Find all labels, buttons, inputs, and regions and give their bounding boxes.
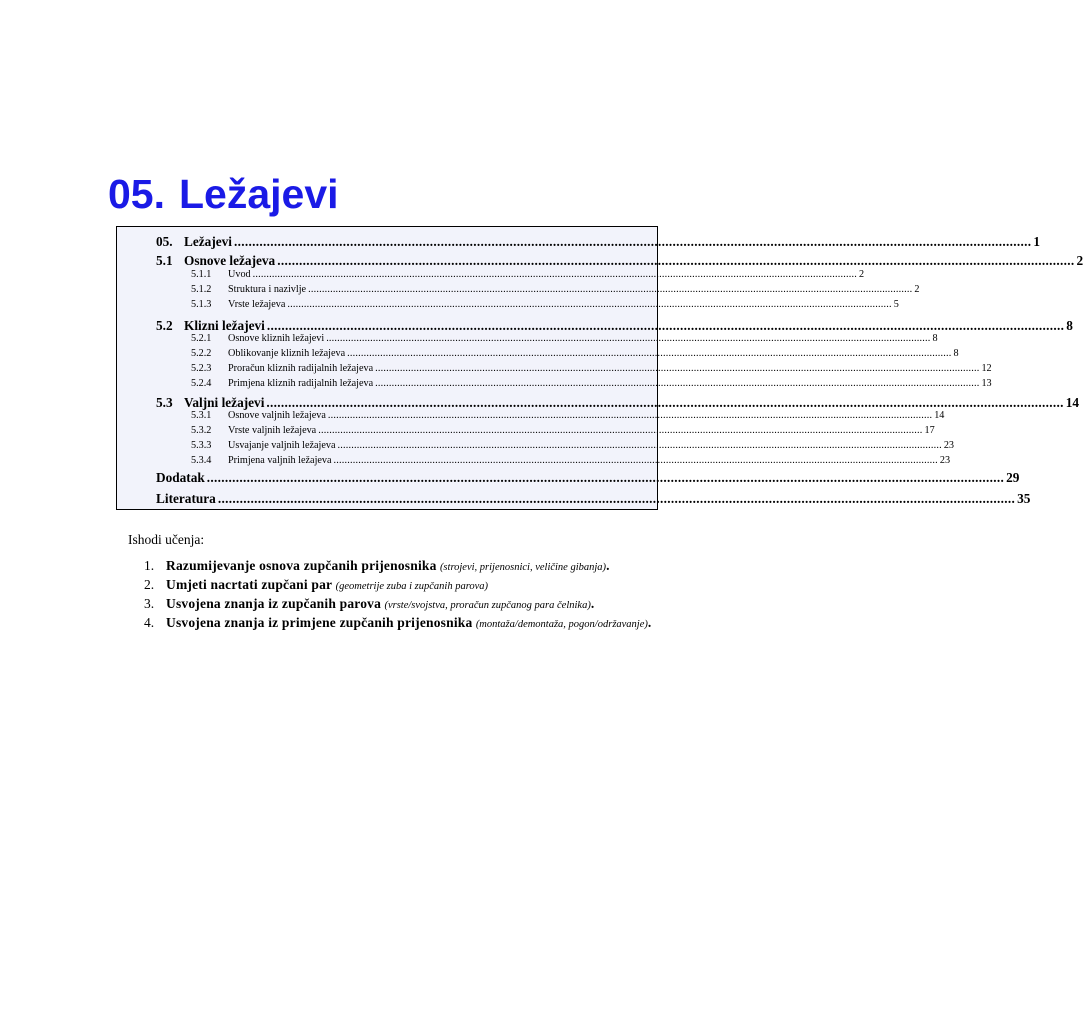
toc-entry[interactable]: [117, 376, 992, 391]
toc-entry-title: Usvajanje valjnih ležajeva: [228, 440, 336, 451]
toc-entry-title: Klizni ležajevi: [184, 318, 265, 333]
toc-entry-title: Osnove valjnih ležajeva: [228, 410, 326, 421]
toc-entry-title: Osnove ležajeva: [184, 253, 276, 268]
toc-entry[interactable]: [117, 468, 1020, 488]
toc-entry[interactable]: [117, 297, 899, 312]
outcome-index: 3.: [144, 596, 155, 611]
toc-entry-page: 12: [981, 363, 992, 374]
toc-entry-title: Vrste valjnih ležajeva: [228, 425, 317, 436]
chapter-title: [108, 166, 339, 222]
toc-entry-number: 5.2.2: [191, 348, 212, 359]
toc-dot-leader: ............................................................................................................................................................................................................................: [266, 318, 1065, 333]
toc-entry-number: 5.3: [156, 395, 173, 410]
toc-dot-leader: ............................................................................................................................................................................................................................: [277, 253, 1075, 268]
learning-outcome-item: [144, 577, 658, 595]
toc-entry-page: 29: [1006, 470, 1020, 485]
table-of-contents: [116, 226, 1083, 510]
toc-dot-leader: ............................................................................................................................................................................................................................: [375, 363, 980, 374]
toc-entry[interactable]: [117, 282, 920, 297]
toc-entry-title: Literatura: [156, 491, 216, 506]
toc-entry-title: Primjena valjnih ležajeva: [228, 455, 332, 466]
toc-entry-page: 17: [924, 425, 935, 436]
toc-entry[interactable]: [117, 331, 938, 346]
learning-outcome-item: [144, 558, 658, 576]
toc-entry[interactable]: [117, 423, 935, 438]
outcome-detail: (montaža/demontaža, pogon/održavanje): [475, 619, 648, 630]
learning-outcome-item: [144, 596, 658, 614]
toc-entry-number: 05.: [156, 234, 173, 249]
toc-entry-title: Struktura i nazivlje: [228, 284, 307, 295]
outcome-lead: Umjeti nacrtati zupčani par: [166, 577, 333, 592]
outcome-detail: (vrste/svojstva, proračun zupčanog para čelnika): [384, 600, 591, 611]
toc-entry-title: Ležajevi: [184, 234, 232, 249]
toc-entry-number: 5.1.3: [191, 299, 212, 310]
toc-entry-number: 5.1.1: [191, 269, 212, 280]
toc-entry-number: 5.3.2: [191, 425, 212, 436]
outcome-index: 4.: [144, 615, 155, 630]
toc-dot-leader: ............................................................................................................................................................................................................................: [318, 425, 923, 436]
toc-dot-leader: ............................................................................................................................................................................................................................: [217, 491, 1016, 506]
toc-dot-leader: ............................................................................................................................................................................................................................: [337, 440, 942, 451]
learning-outcomes-heading: Ishodi učenja:: [128, 532, 205, 547]
toc-entry-page: 2: [1076, 253, 1083, 268]
toc-entry-title: Primjena kliznih radijalnih ležajeva: [228, 378, 374, 389]
toc-entry-page: 8: [953, 348, 959, 359]
outcome-lead: Razumijevanje osnova zupčanih prijenosnika: [166, 558, 437, 573]
toc-entry-title: Proračun kliznih radijalnih ležajeva: [228, 363, 374, 374]
toc-dot-leader: ............................................................................................................................................................................................................................: [206, 470, 1005, 485]
toc-entry-title: Dodatak: [156, 470, 205, 485]
toc-entry-title: Oblikovanje kliznih ležajeva: [228, 348, 346, 359]
learning-outcome-item: [144, 615, 658, 633]
toc-entry-page: 2: [858, 269, 865, 280]
toc-entry-page: 23: [939, 455, 951, 466]
toc-dot-leader: ............................................................................................................................................................................................................................: [327, 410, 933, 421]
toc-entry-page: 35: [1017, 491, 1031, 506]
toc-entry[interactable]: [117, 408, 945, 423]
toc-entry-number: 5.2.4: [191, 378, 212, 389]
outcome-text: [166, 577, 658, 595]
toc-entry-number: 5.1.2: [191, 284, 212, 295]
toc-entry-title: Uvod: [228, 269, 251, 280]
toc-dot-leader: ............................................................................................................................................................................................................................: [266, 395, 1064, 410]
toc-entry-page: 13: [981, 378, 992, 389]
toc-entry-page: 5: [893, 299, 899, 310]
toc-entry-number: 5.2: [156, 318, 173, 333]
toc-entry-page: 2: [914, 284, 920, 295]
toc-entry[interactable]: [117, 438, 954, 453]
toc-dot-leader: ............................................................................................................................................................................................................................: [287, 299, 892, 310]
outcome-text: [166, 596, 658, 614]
toc-entry-page: 14: [934, 410, 945, 421]
toc-entry-title: Osnove kliznih ležajevi: [228, 333, 325, 344]
outcome-text: [166, 558, 658, 576]
outcome-end-punct: .: [590, 596, 595, 611]
toc-entry-number: 5.3.4: [191, 455, 212, 466]
outcome-lead: Usvojena znanja iz zupčanih parova: [166, 596, 382, 611]
toc-dot-leader: ............................................................................................................................................................................................................................: [252, 269, 857, 280]
toc-entry-title: Valjni ležajevi: [184, 395, 265, 410]
learning-outcomes-list: [144, 558, 658, 634]
toc-entry-number: 5.1: [156, 253, 173, 268]
outcome-lead: Usvojena znanja iz primjene zupčanih prijenosnika: [166, 615, 473, 630]
outcome-detail: (geometrije zuba i zupčanih parova): [335, 581, 489, 592]
toc-entry[interactable]: [117, 267, 865, 282]
toc-entry[interactable]: [117, 346, 959, 361]
toc-entry-page: 8: [1066, 318, 1073, 333]
chapter-name: Ležajevi: [179, 171, 339, 217]
outcome-end-punct: .: [606, 558, 610, 573]
outcome-detail: (strojevi, prijenosnici, veličine gibanja): [439, 562, 607, 573]
toc-dot-leader: ............................................................................................................................................................................................................................: [375, 378, 980, 389]
toc-entry[interactable]: [117, 453, 951, 468]
toc-entry-number: 5.2.1: [191, 333, 212, 344]
toc-entry-page: 8: [932, 333, 938, 344]
toc-entry[interactable]: [117, 489, 1031, 509]
toc-entry-title: Vrste ležajeva: [228, 299, 286, 310]
toc-dot-leader: ............................................................................................................................................................................................................................: [234, 234, 1032, 249]
chapter-number: 05.: [108, 171, 165, 217]
toc-entry-page: 1: [1033, 234, 1040, 249]
outcome-end-punct: .: [647, 615, 652, 630]
toc-dot-leader: ............................................................................................................................................................................................................................: [326, 333, 931, 344]
toc-entry[interactable]: [117, 232, 1040, 252]
toc-dot-leader: ............................................................................................................................................................................................................................: [347, 348, 952, 359]
outcome-index: 1.: [144, 558, 155, 573]
toc-entry-number: 5.3.1: [191, 410, 212, 421]
outcome-text: [166, 615, 658, 633]
toc-entry[interactable]: [117, 361, 992, 376]
toc-dot-leader: ............................................................................................................................................................................................................................: [333, 455, 938, 466]
toc-entry-page: 23: [943, 440, 954, 451]
toc-entry-number: 5.3.3: [191, 440, 212, 451]
outcome-index: 2.: [144, 577, 155, 592]
toc-dot-leader: ............................................................................................................................................................................................................................: [308, 284, 913, 295]
toc-entry-page: 14: [1065, 395, 1080, 410]
toc-entry-number: 5.2.3: [191, 363, 212, 374]
